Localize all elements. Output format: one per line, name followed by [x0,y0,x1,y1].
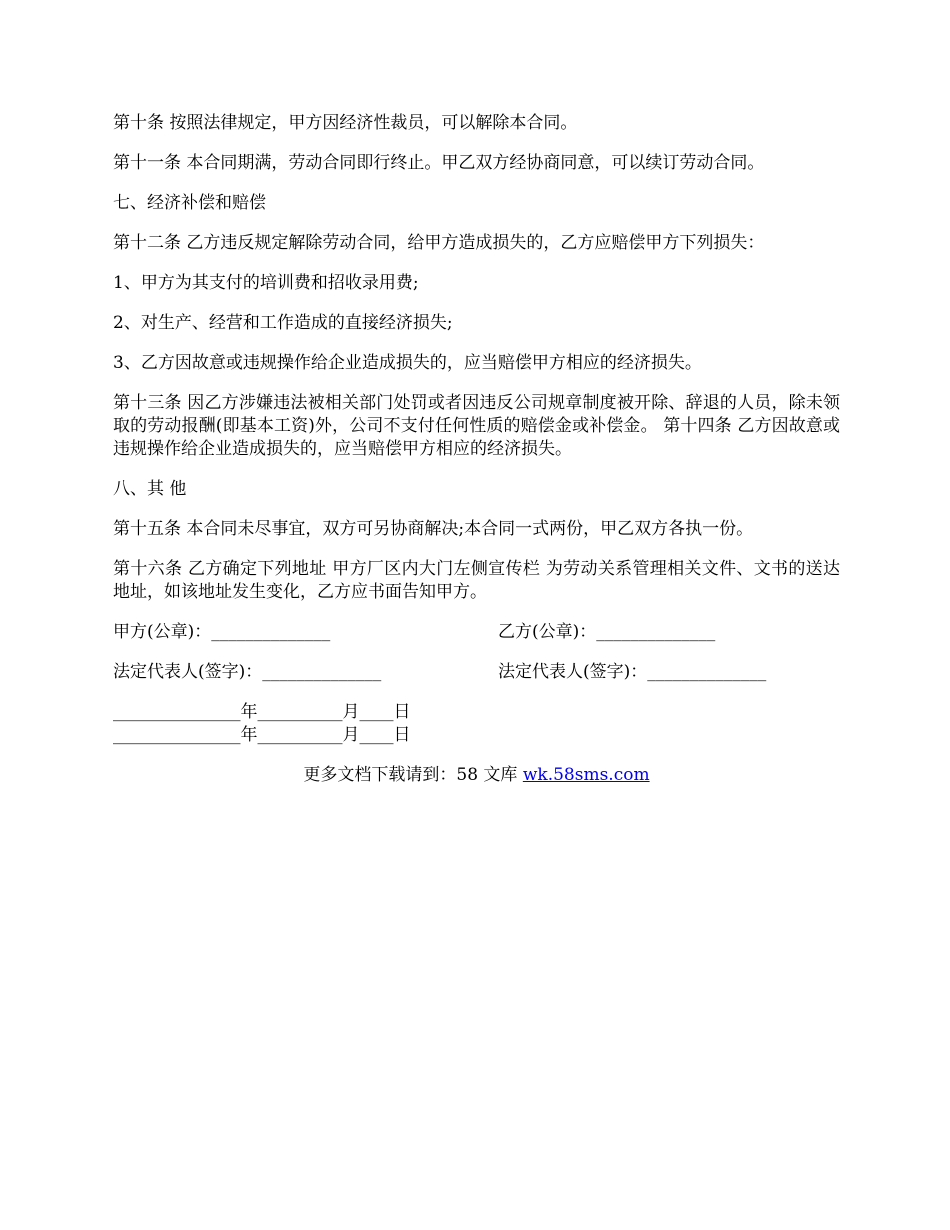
list-item-3: 3、乙方因故意或违规操作给企业造成损失的，应当赔偿甲方相应的经济损失。 [113,353,702,373]
clause-16: 第十六条 乙方确定下列地址 甲方厂区内大门左侧宣传栏 为劳动关系管理相关文件、文书的送达地址，如该地址发生变化，乙方应书面告知甲方。 [113,559,840,602]
document-page [113,112,840,787]
date-row [113,701,840,747]
list-item-2: 2、对生产、经营和工作造成的直接经济损失; [113,313,453,333]
footer-text: 更多文档下载请到：58 文库 [303,765,523,785]
seal-row [113,621,840,644]
party-b-seal-field: 乙方(公章)：______________ [498,622,716,642]
party-a-seal-field: 甲方(公章)：______________ [113,622,331,642]
representative-row [113,661,840,684]
party-a-rep-field: 法定代表人(签字)：______________ [113,662,382,682]
clause-11: 第十一条 本合同期满，劳动合同即行终止。甲乙双方经协商同意，可以续订劳动合同。 [113,153,765,173]
footer-link[interactable]: wk.58sms.com [522,765,650,785]
clause-10: 第十条 按照法律规定，甲方因经济性裁员，可以解除本合同。 [113,113,578,133]
party-b-date-field: _______________年__________月____日 [113,725,411,745]
party-b-rep-field: 法定代表人(签字)：______________ [498,662,767,682]
section-heading-compensation: 七、经济补偿和赔偿 [113,193,266,213]
clause-12: 第十二条 乙方违反规定解除劳动合同，给甲方造成损失的，乙方应赔偿甲方下列损失： [113,233,765,253]
clause-13-14: 第十三条 因乙方涉嫌违法被相关部门处罚或者因违反公司规章制度被开除、辞退的人员，除未领取的劳动报酬(即基本工资)外，公司不支付任何性质的赔偿金或补偿金。 第十四条 乙方因故意或违规操作给企业造成损失的，应当赔偿甲方相应的经济损失。 [113,393,840,459]
party-a-date-field: _______________年__________月____日 [113,702,411,722]
clause-15: 第十五条 本合同未尽事宜，双方可另协商解决;本合同一式两份，甲乙双方各执一份。 [113,519,754,539]
footer [113,764,840,787]
section-heading-other: 八、其 他 [113,479,187,499]
list-item-1: 1、甲方为其支付的培训费和招收录用费; [113,273,419,293]
